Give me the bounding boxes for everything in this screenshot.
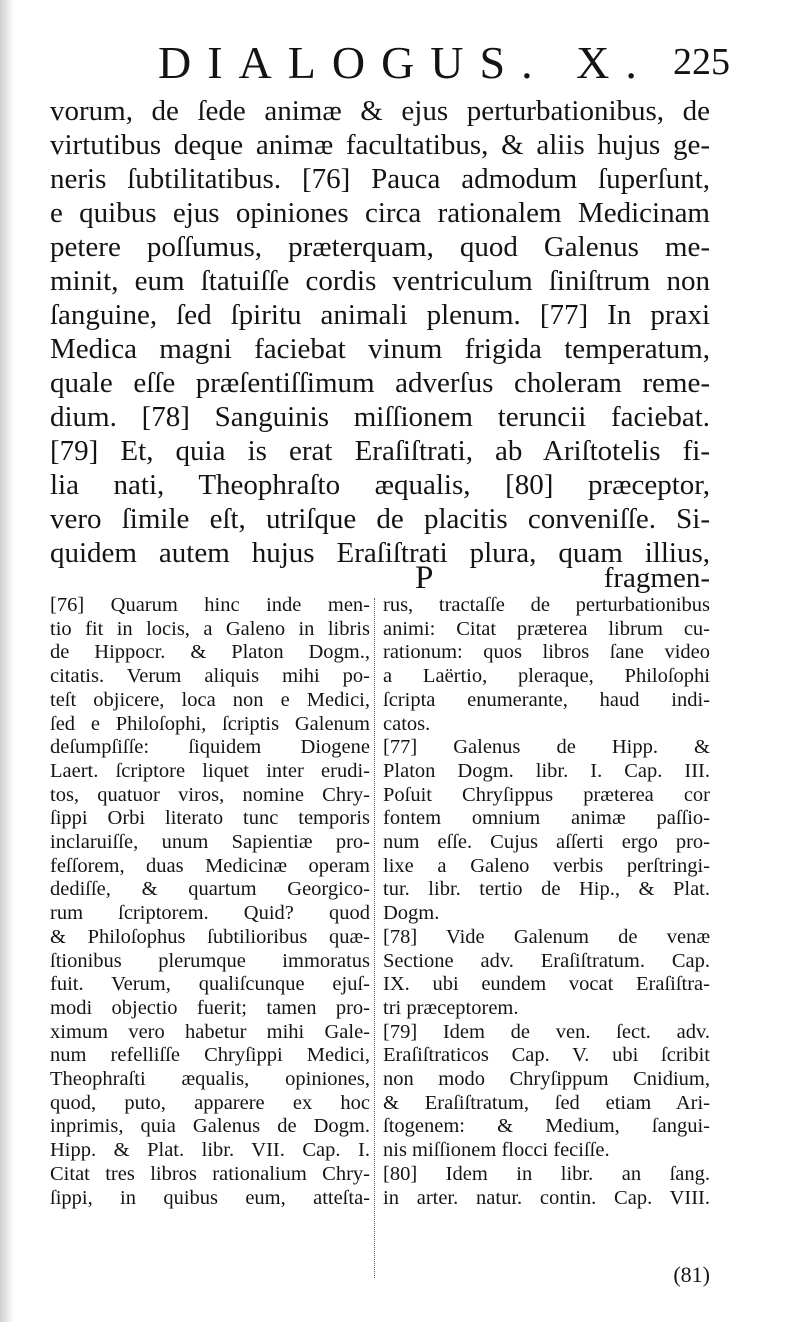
footnote-line: animi: Citat præterea librum cu- bbox=[383, 617, 710, 640]
footnote-line: Sectione adv. Eraſiſtratum. Cap. bbox=[383, 949, 710, 972]
running-title: DIALOGUS. X. bbox=[158, 37, 653, 88]
footnote-line: inclaruiſſe, unum Sapientiæ pro- bbox=[50, 831, 370, 854]
signature-mark: P bbox=[415, 560, 434, 596]
footnote-line: ſed e Philoſophi, ſcriptis Galenum bbox=[50, 712, 370, 735]
footnote-line: citatis. Verum aliquis mihi po- bbox=[50, 665, 370, 688]
main-text-line: vero ſimile eſt, utriſque de placitis conveniſſe. Si- bbox=[50, 503, 710, 535]
footnote-line: tur. libr. tertio de Hip., & Plat. bbox=[383, 878, 710, 901]
footnote-line: de Hippocr. & Platon Dogm., bbox=[50, 641, 370, 664]
footnote-line: fontem omnium animæ paſſio- bbox=[383, 807, 710, 830]
main-text-line: virtutibus deque animæ facultatibus, & aliis hujus ge- bbox=[50, 129, 710, 161]
footnote-line: ſcripta enumerante, haud indi- bbox=[383, 688, 710, 711]
main-text-line: neris ſubtilitatibus. [76] Pauca admodum ſuperſunt, bbox=[50, 163, 710, 195]
footnote-line: rationum: quos libros ſane video bbox=[383, 641, 710, 664]
main-text-line: dium. [78] Sanguinis miſſionem teruncii faciebat. bbox=[50, 401, 710, 433]
footnotes-right-column bbox=[383, 594, 710, 1210]
footnote-line: quod, puto, apparere ex hoc bbox=[50, 1091, 370, 1114]
main-text-block bbox=[50, 94, 710, 570]
footnote-line: Eraſiſtraticos Cap. V. ubi ſcribit bbox=[383, 1044, 710, 1067]
footnote-line: num refelliſſe Chryſippi Medici, bbox=[50, 1044, 370, 1067]
page-header bbox=[150, 36, 730, 96]
page-number: 225 bbox=[673, 41, 730, 83]
footnotes-left-column bbox=[50, 594, 370, 1210]
footnote-line: fuit. Verum, qualiſcunque ejuſ- bbox=[50, 973, 370, 996]
footnote-line: Theophraſti æqualis, opiniones, bbox=[50, 1068, 370, 1091]
main-text-line: [79] Et, quia is erat Eraſiſtrati, ab Ariſtotelis fi- bbox=[50, 435, 710, 467]
footnote-line: rus, tractaſſe de perturbationibus bbox=[383, 594, 710, 616]
footnote-line: tos, quatuor viros, nomine Chry- bbox=[50, 783, 370, 806]
footnote-line: a Laërtio, pleraque, Philoſophi bbox=[383, 665, 710, 688]
footnote-line: modi objectio fuerit; tamen pro- bbox=[50, 996, 370, 1019]
footnote-line: Hipp. & Plat. libr. VII. Cap. I. bbox=[50, 1139, 370, 1162]
footnote-line: [78] Vide Galenum de venæ bbox=[383, 925, 710, 948]
footnote-line: [80] Idem in libr. an ſang. bbox=[383, 1162, 710, 1185]
footnote-line: [79] Idem de ven. ſect. adv. bbox=[383, 1020, 710, 1043]
footnote-line: & Philoſophus ſubtilioribus quæ- bbox=[50, 925, 370, 948]
main-text-line: lia nati, Theophraſto æqualis, [80] præceptor, bbox=[50, 469, 710, 501]
footnote-line: Poſuit Chryſippus præterea cor bbox=[383, 783, 710, 806]
footnote-line: catos. bbox=[383, 712, 431, 735]
footnote-line: non modo Chryſippum Cnidium, bbox=[383, 1068, 710, 1091]
footnote-line: dediſſe, & quartum Georgico- bbox=[50, 878, 370, 901]
main-text-line: Medica magni faciebat vinum frigida temperatum, bbox=[50, 333, 710, 365]
footnote-catchword: (81) bbox=[673, 1262, 710, 1287]
footnote-line: [77] Galenus de Hipp. & bbox=[383, 736, 710, 759]
main-text-line: ſanguine, ſed ſpiritu animali plenum. [77] In praxi bbox=[50, 299, 710, 331]
footnote-line: teſt objicere, loca non e Medici, bbox=[50, 688, 370, 711]
footnote-line: lixe a Galeno verbis perſtringi- bbox=[383, 854, 710, 877]
footnote-line: tio fit in locis, a Galeno in libris bbox=[50, 617, 370, 640]
footnote-line: nis miſſionem flocci feciſſe. bbox=[383, 1139, 610, 1162]
footnote-line: Dogm. bbox=[383, 902, 440, 925]
main-text-line: petere poſſumus, præterquam, quod Galenus me- bbox=[50, 231, 710, 263]
footnote-line: Laert. ſcriptore liquet inter erudi- bbox=[50, 759, 370, 782]
footnote-line: [76] Quarum hinc inde men- bbox=[50, 594, 370, 616]
column-divider bbox=[374, 598, 375, 1278]
footnote-line: inprimis, quia Galenus de Dogm. bbox=[50, 1115, 370, 1138]
main-text-line: quale eſſe præſentiſſimum adverſus choleram reme- bbox=[50, 367, 710, 399]
page-edge-shadow bbox=[0, 0, 14, 1322]
footnote-line: num eſſe. Cujus aſſerti ergo pro- bbox=[383, 831, 710, 854]
main-text-line: e quibus ejus opiniones circa rationalem Medicinam bbox=[50, 197, 710, 229]
footnote-line: ſtionibus plerumque immoratus bbox=[50, 949, 370, 972]
footnote-line: ſippi, in quibus eum, atteſta- bbox=[50, 1186, 370, 1209]
footnote-line: rum ſcriptorem. Quid? quod bbox=[50, 902, 370, 925]
footnote-line: feſſorem, duas Medicinæ operam bbox=[50, 854, 370, 877]
footnote-line: ſippi Orbi literato tunc temporis bbox=[50, 807, 370, 830]
footnote-line: Platon Dogm. libr. I. Cap. III. bbox=[383, 759, 710, 782]
main-text-line: minit, eum ſtatuiſſe cordis ventriculum ſiniſtrum non bbox=[50, 265, 710, 297]
footnote-line: IX. ubi eundem vocat Eraſiſtra- bbox=[383, 973, 710, 996]
footnote-line: tri præceptorem. bbox=[383, 996, 519, 1019]
footnote-line: deſumpſiſſe: ſiquidem Diogene bbox=[50, 736, 370, 759]
footnote-line: & Eraſiſtratum, ſed etiam Ari- bbox=[383, 1091, 710, 1114]
catchword: fragmen- bbox=[603, 562, 710, 594]
main-text-line: vorum, de ſede animæ & ejus perturbationibus, de bbox=[50, 95, 710, 127]
footnote-line: ſtogenem: & Medium, ſangui- bbox=[383, 1115, 710, 1138]
main-text-line: quidem autem hujus Eraſiſtrati plura, quam illius, bbox=[50, 537, 710, 569]
footnote-line: Citat tres libros rationalium Chry- bbox=[50, 1162, 370, 1185]
footnote-line: ximum vero habetur mihi Gale- bbox=[50, 1020, 370, 1043]
footnote-line: in arter. natur. contin. Cap. VIII. bbox=[383, 1186, 710, 1209]
